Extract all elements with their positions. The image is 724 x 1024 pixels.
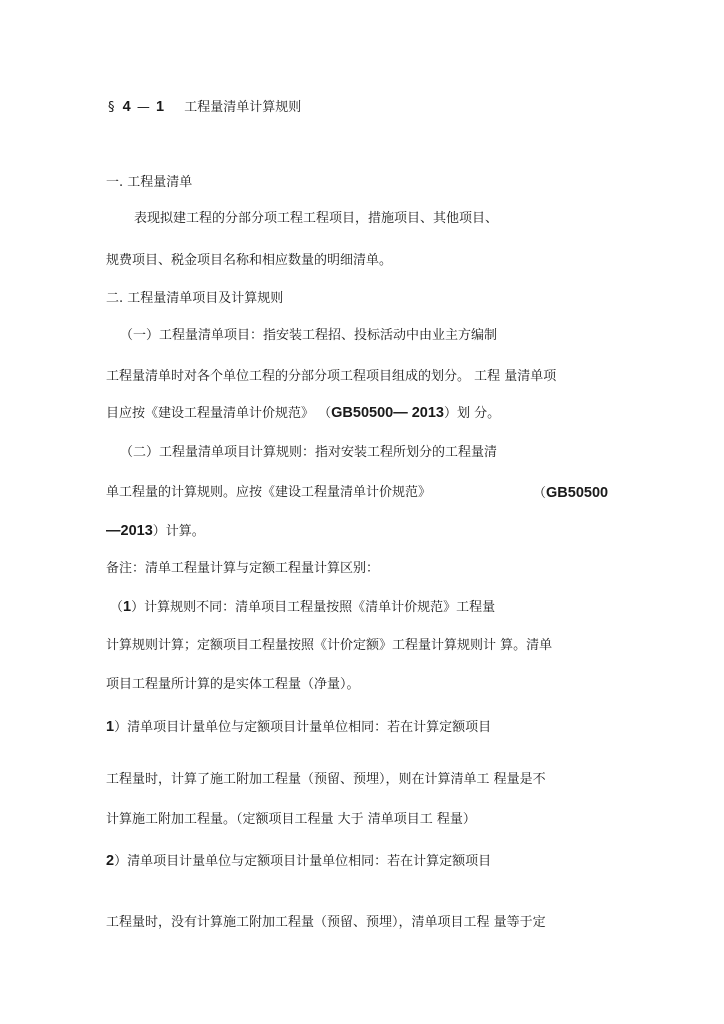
gb-code-2: GB50500 bbox=[546, 485, 609, 501]
page-title bbox=[108, 98, 301, 117]
item2-line1-text: ）清单项目计量单位与定额项目计量单位相同：若在计算定额项目 bbox=[114, 854, 492, 869]
section2-sub2-line3 bbox=[106, 522, 205, 541]
section2-sub1-line1: （一）工程量清单项目：指安装工程招、投标活动中由业主方编制 bbox=[120, 328, 498, 343]
note-p1-line3: 项目工程量所计算的是实体工程量（净量）。 bbox=[106, 677, 360, 692]
note-item1-line3: 计算施工附加工程量。（定额项目工程量 大于 清单项目工 程量） bbox=[106, 812, 476, 827]
item1-number: 1 bbox=[106, 719, 115, 735]
year-code: —2013 bbox=[106, 523, 153, 539]
section2-sub1-line3 bbox=[106, 404, 500, 423]
note-item2-line2: 工程量时，没有计算施工附加工程量（预留、预埋），清单项目工程 量等于定 bbox=[106, 915, 546, 930]
sub2-line2-text: 单工程量的计算规则。应按《建设工程量清单计价规范》 bbox=[106, 485, 432, 500]
sub2-paren: （ bbox=[533, 486, 547, 501]
sub1-line3-tail: ）划 分。 bbox=[444, 406, 501, 421]
section2-sub2-line2 bbox=[106, 484, 431, 502]
item2-number: 2 bbox=[106, 853, 115, 869]
note-item1-line2: 工程量时，计算了施工附加工程量（预留、预埋），则在计算清单工 程量是不 bbox=[106, 772, 546, 787]
gb-code: GB50500— 2013 bbox=[331, 405, 444, 421]
sub1-line3-text: 目应按《建设工程量清单计价规范》 （ bbox=[106, 406, 332, 421]
title-number-a: 4 bbox=[122, 99, 131, 115]
title-dash: — bbox=[136, 100, 150, 115]
section-sign: § bbox=[108, 100, 115, 115]
note-p1-line2: 计算规则计算；定额项目工程量按照《计价定额》工程量计算规则计 算。清单 bbox=[106, 638, 553, 653]
section1-heading: 一. 工程量清单 bbox=[106, 175, 193, 190]
sub2-line3-tail: ）计算。 bbox=[152, 524, 205, 539]
note-heading: 备注：清单工程量计算与定额工程量计算区别： bbox=[106, 561, 380, 576]
note-p1-line1 bbox=[110, 598, 495, 617]
section2-heading: 二. 工程量清单项目及计算规则 bbox=[106, 291, 284, 306]
section2-sub2-line1: （二）工程量清单项目计算规则：指对安装工程所划分的工程量清 bbox=[120, 445, 498, 460]
section1-para-line2: 规费项目、税金项目名称和相应数量的明细清单。 bbox=[106, 253, 393, 268]
section2-sub1-line2: 工程量清单时对各个单位工程的分部分项工程项目组成的划分。 工程 量清单项 bbox=[106, 369, 557, 384]
section1-para-line1: 表现拟建工程的分部分项工程工程项目，措施项目、其他项目、 bbox=[134, 211, 499, 226]
title-text: 工程量清单计算规则 bbox=[184, 100, 302, 115]
note-item2-line1 bbox=[106, 852, 491, 871]
section2-sub2-code bbox=[533, 484, 608, 503]
p1-number: 1 bbox=[123, 599, 132, 615]
p1-line1-text: ）计算规则不同：清单项目工程量按照《清单计价规范》工程量 bbox=[131, 600, 496, 615]
item1-line1-text: ）清单项目计量单位与定额项目计量单位相同：若在计算定额项目 bbox=[114, 720, 492, 735]
title-number-b: 1 bbox=[156, 99, 165, 115]
p1-open-paren: （ bbox=[110, 600, 124, 615]
note-item1-line1 bbox=[106, 718, 491, 737]
